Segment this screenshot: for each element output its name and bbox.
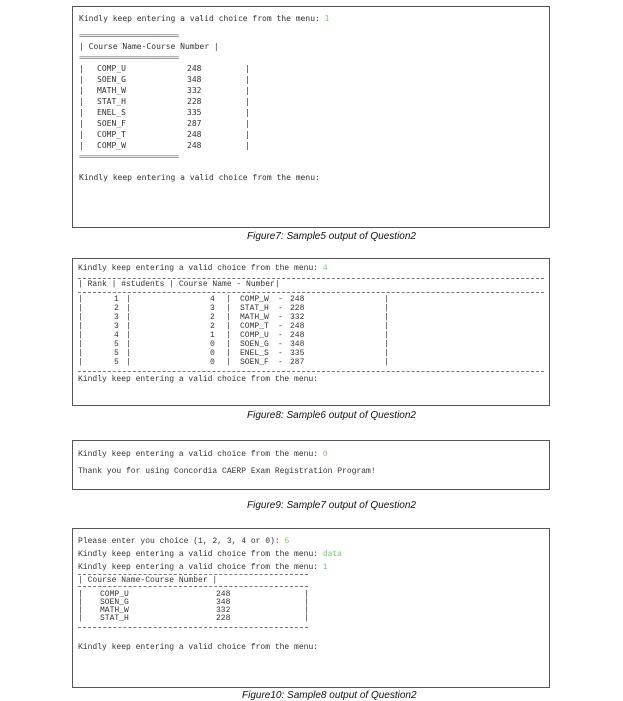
table-row: | SOEN_G 348 | — [79, 75, 250, 84]
figure8-rule-mid — [78, 290, 544, 293]
figure10-console — [72, 528, 550, 688]
figure8-table — [78, 295, 544, 367]
figure9-caption: Figure9: Sample7 output of Question2 — [247, 500, 416, 511]
figure8-console — [72, 258, 550, 406]
table-row: | STAT_H 228 | — [79, 97, 250, 106]
figure9-thanks: Thank you for using Concordia CAERP Exam Registration Program! — [78, 467, 376, 476]
table-row: | SOEN_F 287 | — [79, 119, 250, 128]
figure7-header: | Course Name-Course Number | — [79, 42, 219, 51]
table-row: | 2 | 3 | STAT_H - 228 | — [78, 304, 389, 313]
figure10-line2: Kindly keep entering a valid choice from the menu: data — [78, 550, 343, 559]
figure8-input: 4 — [322, 264, 328, 273]
table-row: | SOEN_G 348 | — [78, 598, 309, 607]
figure7-prompt-line — [79, 13, 543, 24]
figure8-final-prompt: Kindly keep entering a valid choice from the menu: — [78, 375, 319, 384]
figure10-line1-input: 5 — [284, 537, 290, 546]
table-row: | ENEL_S 335 | — [79, 108, 250, 117]
table-row: | COMP_U 248 | — [78, 590, 309, 599]
figure8-header: | Rank | #students | Course Name - Number| — [78, 280, 280, 289]
figure10-final-prompt: Kindly keep entering a valid choice from the menu: — [78, 643, 319, 652]
figure8-prompt-line — [78, 263, 544, 274]
table-row: | 3 | 2 | MATH_W - 332 | — [78, 313, 389, 322]
figure10-caption: Figure10: Sample8 output of Question2 — [242, 690, 417, 701]
figure10-line1: Please enter you choice (1, 2, 3, 4 or 0): 5 — [78, 537, 290, 546]
table-row: | 4 | 1 | COMP_U - 248 | — [78, 331, 389, 340]
table-row: | COMP_T 248 | — [79, 130, 250, 139]
figure7-rule-mid: ========================== — [79, 53, 179, 62]
figure9-input: 0 — [322, 450, 328, 459]
figure7-console — [72, 6, 550, 228]
table-row: | 5 | 0 | ENEL_S - 335 | — [78, 349, 389, 358]
figure7-table — [79, 63, 254, 151]
figure9-prompt: Kindly keep entering a valid choice from the menu: — [78, 450, 323, 459]
figure7-caption: Figure7: Sample5 output of Question2 — [247, 231, 416, 242]
figure7-rule-bottom: ========================== — [79, 152, 179, 161]
figure7-input: 1 — [324, 14, 330, 23]
figure8-rule-bottom — [78, 367, 544, 372]
figure10-line3: Kindly keep entering a valid choice from the menu: 1 — [78, 563, 328, 572]
figure10-line2-input: data — [322, 550, 343, 559]
table-row: | MATH_W 332 | — [79, 86, 250, 95]
figure10-table — [78, 591, 544, 623]
table-row: | 1 | 4 | COMP_W - 248 | — [78, 295, 389, 304]
figure7-prompt: Kindly keep entering a valid choice from the menu: — [79, 14, 325, 23]
table-row: | MATH_W 332 | — [78, 606, 309, 615]
table-row: | STAT_H 228 | — [78, 614, 309, 623]
figure10-header: | Course Name-Course Number | — [78, 574, 308, 587]
figure9-prompt-line — [78, 449, 544, 460]
table-row: | COMP_W 248 | — [79, 141, 250, 150]
figure8-caption: Figure8: Sample6 output of Question2 — [247, 410, 416, 421]
figure10-line3-input: 1 — [322, 563, 328, 572]
table-row: | 5 | 0 | SOEN_F - 287 | — [78, 358, 389, 367]
figure9-console — [72, 440, 550, 490]
table-row: | COMP_U 248 | — [79, 64, 250, 73]
figure7-final-prompt: Kindly keep entering a valid choice from the menu: — [79, 173, 320, 182]
figure7-rule-top: ========================== — [79, 31, 179, 40]
table-row: | 3 | 2 | COMP_T - 248 | — [78, 322, 389, 331]
table-row: | 5 | 0 | SOEN_G - 348 | — [78, 340, 389, 349]
figure8-prompt: Kindly keep entering a valid choice from the menu: — [78, 264, 323, 273]
